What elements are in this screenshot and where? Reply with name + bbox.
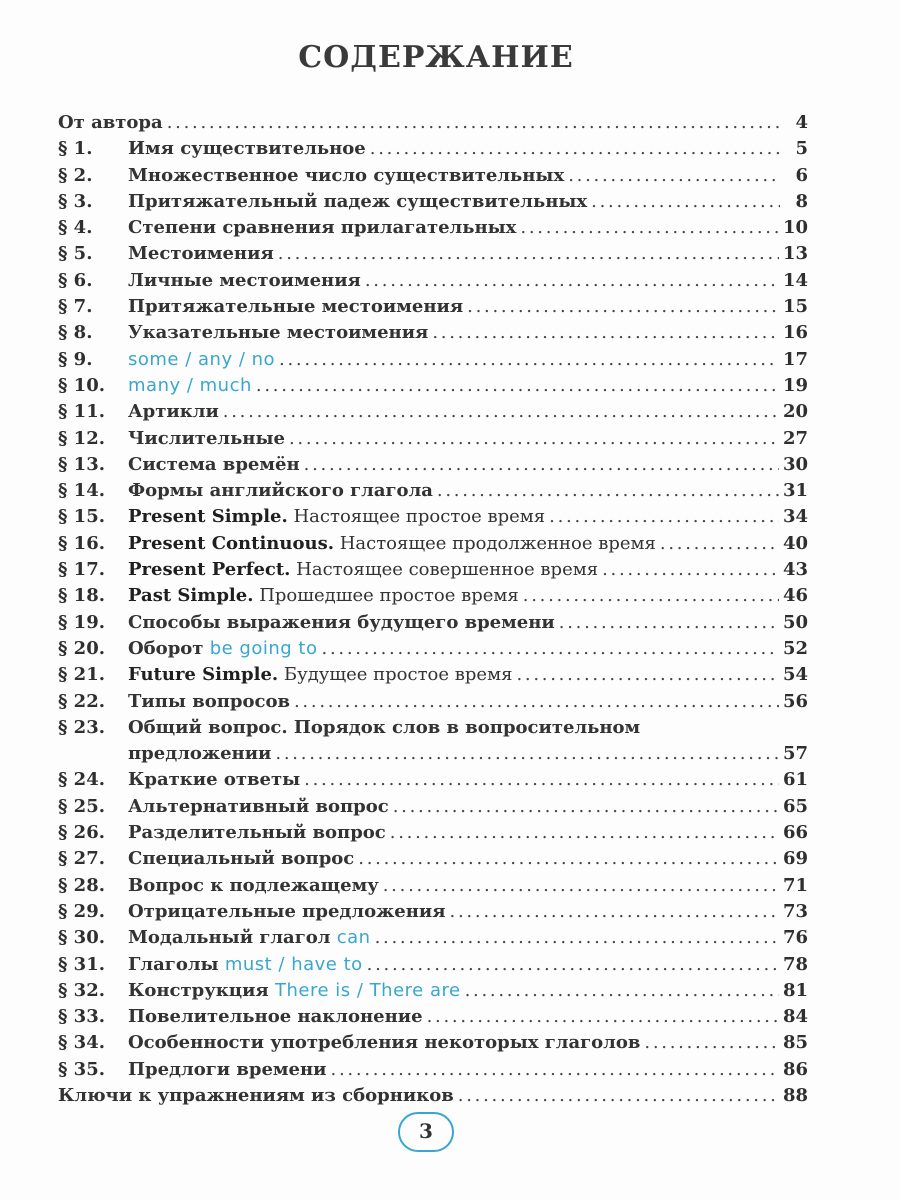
toc-entry-page: 46 <box>782 585 808 607</box>
toc-entry-number: § 24. <box>58 769 105 791</box>
toc-entry-number: § 16. <box>58 532 105 554</box>
title-text: Прошедшее простое время <box>253 585 519 607</box>
page-number-badge: 3 <box>398 1112 454 1152</box>
toc-entry-number: § 11. <box>58 401 105 423</box>
toc-entry-page: 10 <box>782 217 808 239</box>
title-text: Типы вопросов <box>128 690 290 712</box>
toc-entry-page: 34 <box>782 506 808 528</box>
toc-entry-title <box>128 136 366 162</box>
toc-entry-title <box>128 689 290 715</box>
english-term: There is / There are <box>275 979 461 1001</box>
toc-entry-title: От автора <box>58 112 163 133</box>
toc-entry-title <box>128 347 275 373</box>
toc-entry[interactable] <box>58 531 808 557</box>
page-title: СОДЕРЖАНИЕ <box>298 40 574 75</box>
toc-entry-page: 20 <box>782 401 808 423</box>
toc-entry-title <box>128 899 446 925</box>
toc-entry-number: § 15. <box>58 506 105 528</box>
dot-leader <box>278 241 779 267</box>
dot-leader <box>467 294 779 320</box>
dot-leader <box>167 110 780 136</box>
toc-entry-number: § 31. <box>58 953 105 975</box>
toc-entry-title <box>128 583 519 609</box>
toc-entry-page: 66 <box>782 822 808 844</box>
toc-entry-number: § 35. <box>58 1058 105 1080</box>
dot-leader <box>660 531 779 557</box>
dot-leader <box>322 636 779 662</box>
title-text: Предлоги времени <box>128 1058 327 1080</box>
toc-entry-number: § 27. <box>58 848 105 870</box>
toc-entry-title <box>128 1030 640 1056</box>
title-text: Present Continuous. <box>128 532 334 554</box>
toc-entry[interactable] <box>58 426 808 452</box>
dot-leader <box>304 767 779 793</box>
title-text: предложении <box>128 743 272 765</box>
title-text: Вопрос к подлежащему <box>128 874 379 896</box>
toc-entry-title <box>128 820 386 846</box>
dot-leader <box>383 873 779 899</box>
toc-entry-title <box>128 294 463 320</box>
toc-entry-page: 43 <box>782 559 808 581</box>
toc-entry-page: 15 <box>782 296 808 318</box>
toc-entry[interactable] <box>58 478 808 504</box>
toc-entry[interactable] <box>58 610 808 636</box>
title-text: Система времён <box>128 453 300 475</box>
title-text: Past Simple. <box>128 585 254 607</box>
toc-entry-title <box>128 452 300 478</box>
toc-entry[interactable] <box>58 715 808 741</box>
toc-entry-number: § 29. <box>58 900 105 922</box>
title-text: Имя существительное <box>128 138 366 160</box>
toc-entry-page: 40 <box>782 532 808 554</box>
toc-entry-page: 4 <box>795 112 808 133</box>
dot-leader <box>602 557 779 583</box>
toc-entry-title <box>128 767 300 793</box>
toc-entry-number: § 22. <box>58 690 105 712</box>
title-text: Формы английского глагола <box>128 480 433 502</box>
title-text: Повелительное наклонение <box>128 1006 423 1028</box>
dot-leader <box>275 741 779 767</box>
toc-entry-title <box>128 1004 423 1030</box>
toc-entry-page: 8 <box>795 190 808 212</box>
toc-entry-number: § 18. <box>58 585 105 607</box>
english-term: can <box>336 927 371 949</box>
toc-entry-title <box>128 163 564 189</box>
toc-entry-number: § 26. <box>58 822 105 844</box>
toc-entry-title <box>128 610 555 636</box>
toc-entry[interactable] <box>58 1030 808 1056</box>
title-text: Указательные местоимения <box>128 322 429 344</box>
toc-entry-title <box>128 846 354 872</box>
dot-leader <box>223 399 779 425</box>
toc-entry-title: Ключи к упражнениям из сборников <box>58 1084 454 1106</box>
dot-leader <box>365 268 779 294</box>
toc-entry-page: 31 <box>782 480 808 502</box>
toc-entry-title <box>128 478 433 504</box>
title-text: Present Simple. <box>128 506 288 528</box>
toc-entry[interactable] <box>58 136 808 162</box>
dot-leader <box>427 1004 779 1030</box>
toc-entry-title <box>128 741 271 767</box>
toc-entry-title <box>128 636 318 662</box>
toc-entry-page: 88 <box>782 1084 808 1106</box>
toc-entry-number: § 17. <box>58 559 105 581</box>
title-text: Притяжательные местоимения <box>128 296 464 318</box>
table-of-contents <box>58 110 808 1109</box>
dot-leader <box>294 689 779 715</box>
toc-entry-number: § 10. <box>58 374 105 396</box>
toc-entry-number: § 13. <box>58 453 105 475</box>
toc-entry[interactable] <box>58 846 808 872</box>
toc-entry-title <box>128 978 461 1004</box>
toc-entry[interactable] <box>58 873 808 899</box>
toc-entry-number: § 9. <box>58 348 93 370</box>
toc-entry[interactable] <box>58 557 808 583</box>
toc-entry-intro[interactable] <box>58 110 808 136</box>
dot-leader <box>367 952 779 978</box>
dot-leader <box>370 136 780 162</box>
english-term: must / have to <box>224 953 363 975</box>
toc-entry-page: 13 <box>782 243 808 265</box>
toc-entry-page: 85 <box>782 1032 808 1054</box>
title-text: Модальный глагол <box>128 927 337 949</box>
toc-entry-page: 19 <box>782 374 808 396</box>
toc-entry-number: § 7. <box>58 296 93 318</box>
toc-entry-page: 5 <box>795 138 808 160</box>
toc-entry-page: 76 <box>782 927 808 949</box>
toc-entry-page: 65 <box>782 795 808 817</box>
title-text: Личные местоимения <box>128 269 361 291</box>
toc-entry[interactable] <box>58 636 808 662</box>
toc-entry-number: § 21. <box>58 664 105 686</box>
toc-entry[interactable] <box>58 320 808 346</box>
toc-entry[interactable] <box>58 741 808 767</box>
title-text: Особенности употребления некоторых глаголов <box>128 1032 641 1054</box>
toc-entry[interactable] <box>58 978 808 1004</box>
toc-entry[interactable] <box>58 294 808 320</box>
title-text: Множественное число существительных <box>128 164 565 186</box>
title-text: Present Perfect. <box>128 559 291 581</box>
dot-leader <box>279 347 779 373</box>
toc-entry[interactable] <box>58 662 808 688</box>
toc-entry-number: § 32. <box>58 979 105 1001</box>
toc-entry-number: § 25. <box>58 795 105 817</box>
dot-leader <box>450 899 779 925</box>
toc-entry-title <box>128 952 363 978</box>
toc-entry-number: § 5. <box>58 243 93 265</box>
toc-entry[interactable] <box>58 952 808 978</box>
toc-entry-page: 84 <box>782 1006 808 1028</box>
toc-entry-page: 30 <box>782 453 808 475</box>
english-term: many / much <box>128 374 252 396</box>
english-term: some / any / no <box>128 348 276 370</box>
toc-entry-title <box>128 794 389 820</box>
toc-entry-number: § 23. <box>58 716 105 738</box>
title-text: Настоящее продолженное время <box>333 532 656 554</box>
dot-leader <box>644 1030 779 1056</box>
toc-entry-page: 14 <box>782 269 808 291</box>
toc-entry-number: § 1. <box>58 138 93 160</box>
toc-entry-number: § 12. <box>58 427 105 449</box>
toc-entry[interactable] <box>58 1004 808 1030</box>
toc-entry-number: § 19. <box>58 611 105 633</box>
toc-entry-page: 6 <box>795 164 808 186</box>
toc-entry[interactable] <box>58 373 808 399</box>
title-text: Разделительный вопрос <box>128 822 386 844</box>
dot-leader <box>393 794 779 820</box>
toc-entry-title <box>128 215 516 241</box>
toc-entry-title <box>128 399 219 425</box>
toc-entry[interactable] <box>58 504 808 530</box>
toc-entry-title <box>128 531 656 557</box>
toc-entry[interactable] <box>58 399 808 425</box>
dot-leader <box>523 583 779 609</box>
title-text: Настоящее совершенное время <box>290 559 599 581</box>
toc-entry-page: 73 <box>782 900 808 922</box>
toc-entry[interactable] <box>58 347 808 373</box>
toc-entry[interactable] <box>58 820 808 846</box>
toc-entry-number: § 28. <box>58 874 105 896</box>
title-text: Местоимения <box>128 243 274 265</box>
toc-entry-number: § 33. <box>58 1006 105 1028</box>
dot-leader <box>358 846 779 872</box>
toc-entry-page: 56 <box>782 690 808 712</box>
toc-entry[interactable] <box>58 583 808 609</box>
toc-entry-number: § 4. <box>58 217 93 239</box>
toc-entry-page: 57 <box>782 743 808 765</box>
dot-leader <box>465 978 779 1004</box>
toc-entry-number: § 6. <box>58 269 93 291</box>
dot-leader <box>375 925 779 951</box>
title-text: Глаголы <box>128 953 225 975</box>
dot-leader <box>559 610 779 636</box>
toc-entry[interactable] <box>58 925 808 951</box>
dot-leader <box>256 373 779 399</box>
toc-entry-title <box>128 873 379 899</box>
toc-entry[interactable] <box>58 794 808 820</box>
dot-leader <box>458 1083 779 1109</box>
dot-leader <box>568 163 780 189</box>
dot-leader <box>591 189 780 215</box>
toc-entry-title <box>128 715 640 741</box>
title-text: Числительные <box>128 427 285 449</box>
toc-entry-page: 16 <box>782 322 808 344</box>
toc-entry-page: 69 <box>782 848 808 870</box>
title-text: Отрицательные предложения <box>128 900 446 922</box>
toc-entry-title <box>128 426 285 452</box>
dot-leader <box>520 215 779 241</box>
toc-entry[interactable] <box>58 689 808 715</box>
toc-entry[interactable] <box>58 268 808 294</box>
toc-entry-page: 71 <box>782 874 808 896</box>
title-text: Будущее простое время <box>278 664 513 686</box>
title-text: Артикли <box>128 401 219 423</box>
toc-entry[interactable] <box>58 1057 808 1083</box>
title-text: Настоящее простое время <box>287 506 546 528</box>
toc-entry-title <box>128 189 587 215</box>
toc-entry-number: § 20. <box>58 637 105 659</box>
dot-leader <box>437 478 779 504</box>
title-text: Краткие ответы <box>128 769 301 791</box>
title-text: Future Simple. <box>128 664 279 686</box>
english-term: be going to <box>209 637 318 659</box>
toc-entry-page: 78 <box>782 953 808 975</box>
toc-entry-page: 27 <box>782 427 808 449</box>
toc-entry-title <box>128 504 545 530</box>
title-text: Специальный вопрос <box>128 848 355 870</box>
toc-entry[interactable] <box>58 241 808 267</box>
toc-entry-number: § 30. <box>58 927 105 949</box>
title-text: Альтернативный вопрос <box>128 795 389 817</box>
title-text: Оборот <box>128 637 210 659</box>
toc-entry-title <box>128 320 428 346</box>
toc-entry[interactable] <box>58 899 808 925</box>
toc-entry-page: 54 <box>782 664 808 686</box>
toc-entry-title <box>128 373 252 399</box>
dot-leader <box>289 426 779 452</box>
toc-entry[interactable] <box>58 163 808 189</box>
toc-entry-keys[interactable] <box>58 1083 808 1109</box>
toc-entry-title <box>128 1057 327 1083</box>
dot-leader <box>390 820 779 846</box>
toc-entry-number: § 2. <box>58 164 93 186</box>
toc-entry-page: 61 <box>782 769 808 791</box>
toc-entry-page: 52 <box>782 637 808 659</box>
toc-entry[interactable] <box>58 767 808 793</box>
dot-leader <box>516 662 779 688</box>
toc-entry[interactable] <box>58 452 808 478</box>
title-text: Способы выражения будущего времени <box>128 611 555 633</box>
toc-entry-page: 81 <box>782 979 808 1001</box>
title-text: Притяжательный падеж существительных <box>128 190 588 212</box>
toc-entry-title <box>128 268 361 294</box>
dot-leader <box>304 452 779 478</box>
toc-entry-title <box>128 662 512 688</box>
toc-entry-title <box>128 557 598 583</box>
toc-entry-title <box>128 925 371 951</box>
toc-entry-page: 50 <box>782 611 808 633</box>
toc-entry[interactable] <box>58 189 808 215</box>
toc-entry-title <box>128 241 274 267</box>
title-text: Общий вопрос. Порядок слов в вопросительном <box>128 716 641 738</box>
toc-entry[interactable] <box>58 215 808 241</box>
dot-leader <box>549 504 779 530</box>
toc-entry-number: § 8. <box>58 322 93 344</box>
toc-entry-page: 86 <box>782 1058 808 1080</box>
toc-entry-number: § 34. <box>58 1032 105 1054</box>
title-text: Конструкция <box>128 979 275 1001</box>
toc-entry-number: § 14. <box>58 480 105 502</box>
toc-entry-page: 17 <box>782 348 808 370</box>
dot-leader <box>432 320 779 346</box>
dot-leader <box>331 1057 779 1083</box>
toc-entry-number: § 3. <box>58 190 93 212</box>
title-text: Степени сравнения прилагательных <box>128 217 517 239</box>
